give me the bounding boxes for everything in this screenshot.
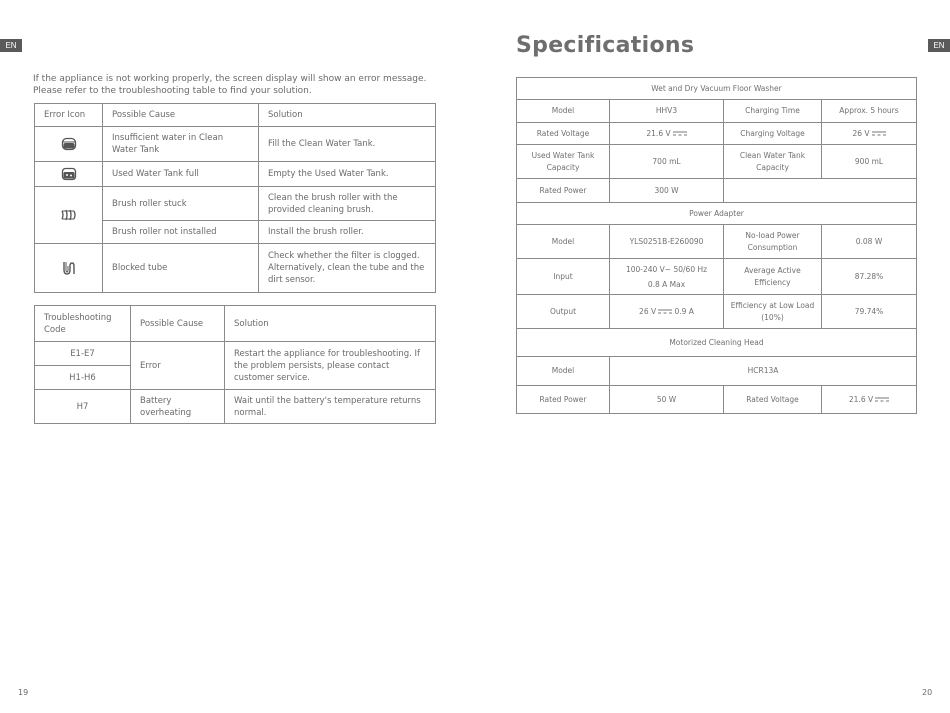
- spec-label: Model: [517, 100, 610, 123]
- spec-label: Charging Voltage: [724, 123, 822, 145]
- code-cell: H1-H6: [35, 366, 131, 390]
- page-number-left: 19: [18, 688, 29, 697]
- dc-symbol-icon: [872, 131, 886, 136]
- spec-value: 700 mL: [610, 145, 724, 179]
- header-solution: Solution: [225, 306, 436, 342]
- troubleshooting-code-table: [34, 305, 436, 424]
- spec-value: 900 mL: [822, 145, 917, 179]
- section-header-row: [517, 329, 917, 357]
- table-header-row: [35, 104, 436, 127]
- header-possible-cause: Possible Cause: [131, 306, 225, 342]
- section-header-row: [517, 78, 917, 100]
- table-row: [35, 187, 436, 221]
- section-title: Wet and Dry Vacuum Floor Washer: [517, 78, 917, 100]
- spec-value: 0.8 A Max: [647, 279, 686, 289]
- table-row: [517, 259, 917, 295]
- spec-label: Rated Power: [517, 386, 610, 414]
- header-error-icon: Error Icon: [35, 104, 103, 127]
- section-title: Power Adapter: [517, 203, 917, 225]
- page-number-right: 20: [922, 688, 933, 697]
- section-header-row: [517, 203, 917, 225]
- spec-label: Input: [517, 259, 610, 295]
- table-row: [35, 244, 436, 293]
- spec-value: HHV3: [610, 100, 724, 123]
- table-row: [517, 179, 917, 203]
- spec-value: 26 V: [852, 128, 870, 138]
- spec-label: Model: [517, 225, 610, 259]
- dc-symbol-icon: [875, 397, 889, 402]
- code-cell: E1-E7: [35, 342, 131, 366]
- spec-value: 100-240 V~ 50/60 Hz: [625, 264, 708, 274]
- solution-cell: Install the brush roller.: [259, 221, 436, 244]
- table-row: [517, 145, 917, 179]
- cause-cell: Brush roller not installed: [103, 221, 259, 244]
- solution-cell: Check whether the filter is clogged. Alternatively, clean the tube and the dirt sensor.: [259, 244, 436, 293]
- table-row: [517, 386, 917, 414]
- spec-value: YLS0251B-E260090: [610, 225, 724, 259]
- spec-label: No-load Power Consumption: [724, 225, 822, 259]
- spec-label: Rated Voltage: [724, 386, 822, 414]
- spec-value: 79.74%: [822, 295, 917, 329]
- language-tag-left: EN: [0, 39, 22, 52]
- spec-value: 26 V: [639, 306, 657, 316]
- section-title: Motorized Cleaning Head: [517, 329, 917, 357]
- used-water-tank-icon: [61, 166, 77, 182]
- dc-symbol-icon: [673, 131, 687, 136]
- spec-label: Average Active Efficiency: [724, 259, 822, 295]
- spec-label: Used Water Tank Capacity: [517, 145, 610, 179]
- dc-symbol-icon: [658, 309, 672, 314]
- table-row: [517, 225, 917, 259]
- cause-cell: Used Water Tank full: [103, 162, 259, 187]
- spec-label: Efficiency at Low Load (10%): [724, 295, 822, 329]
- solution-cell: Restart the appliance for troubleshooting. If the problem persists, please contact customer service.: [225, 342, 436, 390]
- table-row: [35, 342, 436, 366]
- table-row: [517, 295, 917, 329]
- spec-value: Approx. 5 hours: [822, 100, 917, 123]
- spec-label: Model: [517, 357, 610, 386]
- spec-value: 87.28%: [822, 259, 917, 295]
- solution-cell: Clean the brush roller with the provided cleaning brush.: [259, 187, 436, 221]
- table-row: [35, 127, 436, 162]
- spec-value: 300 W: [610, 179, 724, 203]
- cause-cell: Error: [131, 342, 225, 390]
- cause-cell: Blocked tube: [103, 244, 259, 293]
- spec-value: 21.6 V: [646, 128, 671, 138]
- clean-water-tank-icon: [61, 136, 77, 152]
- specifications-table: [516, 77, 917, 414]
- table-header-row: [35, 306, 436, 342]
- spec-value: 50 W: [610, 386, 724, 414]
- spec-value: 0.9 A: [674, 306, 694, 316]
- spec-label: Rated Voltage: [517, 123, 610, 145]
- header-troubleshooting-code: Troubleshooting Code: [35, 306, 131, 342]
- spec-label: Clean Water Tank Capacity: [724, 145, 822, 179]
- cause-cell: Insufficient water in Clean Water Tank: [103, 127, 259, 162]
- spec-value: 21.6 V: [848, 394, 874, 404]
- cause-cell: Brush roller stuck: [103, 187, 259, 221]
- spec-value: HCR13A: [610, 357, 917, 386]
- language-tag-right: EN: [928, 39, 950, 52]
- solution-cell: Fill the Clean Water Tank.: [259, 127, 436, 162]
- error-icon-table: [34, 103, 436, 293]
- page-title: Specifications: [516, 33, 695, 58]
- spec-label: Output: [517, 295, 610, 329]
- table-row: [35, 390, 436, 424]
- solution-cell: Empty the Used Water Tank.: [259, 162, 436, 187]
- header-solution: Solution: [259, 104, 436, 127]
- table-row: [35, 162, 436, 187]
- blocked-tube-icon: [61, 260, 77, 276]
- spec-label: Rated Power: [517, 179, 610, 203]
- code-cell: H7: [35, 390, 131, 424]
- spec-value: 0.08 W: [822, 225, 917, 259]
- solution-cell: Wait until the battery's temperature returns normal.: [225, 390, 436, 424]
- brush-roller-icon: [60, 208, 78, 222]
- intro-text: If the appliance is not working properly, the screen display will show an error message. Please refer to the troubleshooting table to find your solution.: [33, 74, 427, 96]
- spec-label: Charging Time: [724, 100, 822, 123]
- header-possible-cause: Possible Cause: [103, 104, 259, 127]
- table-row: [517, 123, 917, 145]
- cause-cell: Battery overheating: [131, 390, 225, 424]
- table-row: [517, 357, 917, 386]
- table-row: [517, 100, 917, 123]
